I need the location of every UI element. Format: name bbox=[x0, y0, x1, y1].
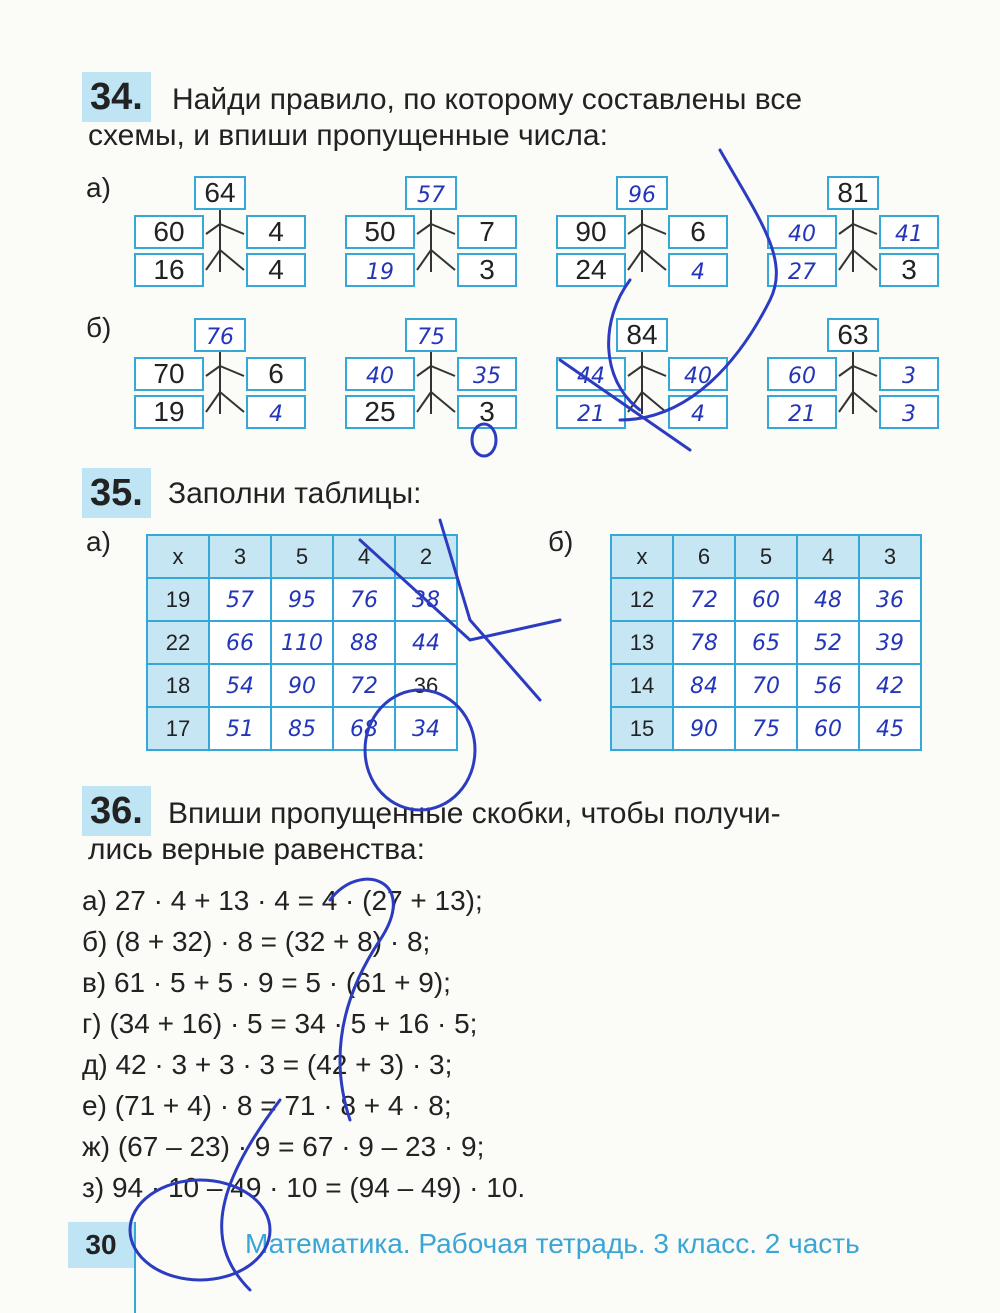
equation-label: в) bbox=[82, 967, 107, 998]
handwritten-number: 27 bbox=[788, 260, 816, 285]
handwritten-number: 75 bbox=[417, 325, 445, 350]
printed-number: 90 bbox=[575, 216, 607, 247]
printed-number: 24 bbox=[575, 254, 607, 285]
task-36-prompt-line2: лись верные равенства: bbox=[88, 833, 425, 866]
printed-number: 12 bbox=[629, 586, 655, 612]
task-34-number: 34. bbox=[82, 72, 151, 122]
handwritten-number: 35 bbox=[473, 364, 501, 389]
header-cell: 3 bbox=[859, 535, 921, 578]
handwritten-number: 76 bbox=[350, 587, 378, 613]
equation-label: г) bbox=[82, 1008, 102, 1039]
task-34-part-b-label: б) bbox=[86, 312, 112, 343]
handwritten-number: 54 bbox=[226, 673, 254, 699]
printed-number: 81 bbox=[837, 177, 869, 208]
equation-label: е) bbox=[82, 1090, 107, 1121]
handwritten-number: 41 bbox=[895, 222, 923, 247]
handwritten-number: 72 bbox=[350, 673, 378, 699]
handwritten-number: 3 bbox=[902, 402, 916, 427]
handwritten-number: 60 bbox=[814, 716, 842, 742]
page-number: 30 bbox=[68, 1222, 134, 1268]
handwritten-number: 4 bbox=[691, 402, 705, 427]
printed-number: 4 bbox=[268, 216, 284, 247]
handwritten-number: 90 bbox=[690, 716, 718, 742]
printed-number: 70 bbox=[153, 358, 185, 389]
handwritten-number: 34 bbox=[412, 716, 440, 742]
handwritten-number: 42 bbox=[876, 673, 904, 699]
handwritten-number: 66 bbox=[226, 630, 254, 656]
scribble-loop-2 bbox=[130, 1180, 270, 1280]
task-34-prompt-line2: схемы, и впиши пропущенные числа: bbox=[88, 119, 608, 152]
task-35-prompt: Заполни таблицы: bbox=[168, 477, 422, 510]
handwritten-number: 48 bbox=[814, 587, 842, 613]
equation-text[interactable]: (8 + 32) · 8 = (32 + 8) · 8; bbox=[115, 926, 431, 957]
handwritten-number: 3 bbox=[902, 364, 916, 389]
handwritten-number: 88 bbox=[350, 630, 378, 656]
handwritten-number: 78 bbox=[690, 630, 718, 656]
printed-number: 3 bbox=[479, 254, 495, 285]
equation-label: ж) bbox=[82, 1131, 111, 1162]
printed-number: 17 bbox=[165, 715, 191, 741]
handwritten-number: 44 bbox=[577, 364, 605, 389]
printed-number: 84 bbox=[626, 319, 658, 350]
printed-number: 18 bbox=[165, 672, 191, 698]
handwritten-number: 21 bbox=[788, 402, 816, 427]
task-36-number: 36. bbox=[82, 786, 151, 836]
equation-text[interactable]: (71 + 4) · 8 = 71 · 8 + 4 · 8; bbox=[114, 1090, 452, 1121]
printed-number: 14 bbox=[629, 672, 655, 698]
handwritten-number: 52 bbox=[814, 630, 842, 656]
printed-number: 15 bbox=[629, 715, 655, 741]
printed-number: 19 bbox=[153, 396, 185, 427]
handwritten-number: 72 bbox=[690, 587, 718, 613]
handwritten-number: 39 bbox=[876, 630, 904, 656]
handwritten-number: 40 bbox=[366, 364, 394, 389]
handwritten-number: 51 bbox=[226, 716, 254, 742]
handwritten-number: 19 bbox=[366, 260, 394, 285]
handwritten-number: 45 bbox=[876, 716, 904, 742]
header-cell: 2 bbox=[395, 535, 457, 578]
handwritten-number: 57 bbox=[417, 183, 445, 208]
printed-number: 22 bbox=[165, 629, 191, 655]
equation-label: а) bbox=[82, 885, 107, 916]
handwritten-number: 95 bbox=[288, 587, 316, 613]
header-cell: 4 bbox=[797, 535, 859, 578]
handwritten-number: 38 bbox=[412, 587, 440, 613]
task-35-number: 35. bbox=[82, 468, 151, 518]
handwritten-number: 70 bbox=[752, 673, 780, 699]
handwritten-number: 40 bbox=[788, 222, 816, 247]
equation-text[interactable]: (34 + 16) · 5 = 34 · 5 + 16 · 5; bbox=[109, 1008, 478, 1039]
handwritten-number: 90 bbox=[288, 673, 316, 699]
handwritten-number: 68 bbox=[350, 716, 378, 742]
scribble-stroke-2 bbox=[609, 280, 640, 410]
equation-text[interactable]: 61 · 5 + 5 · 9 = 5 · (61 + 9); bbox=[113, 967, 451, 998]
handwritten-number: 76 bbox=[206, 325, 234, 350]
equation-text[interactable]: 27 · 4 + 13 · 4 = 4 · (27 + 13); bbox=[114, 885, 483, 916]
handwritten-number: 75 bbox=[752, 716, 780, 742]
scribble-loop-1 bbox=[365, 690, 475, 810]
handwritten-number: 96 bbox=[628, 183, 656, 208]
printed-number: 6 bbox=[690, 216, 706, 247]
printed-number: 63 bbox=[837, 319, 869, 350]
header-cell: 3 bbox=[209, 535, 271, 578]
printed-number: 36 bbox=[413, 672, 439, 698]
handwritten-number: 57 bbox=[226, 587, 254, 613]
handwritten-number: 84 bbox=[690, 673, 718, 699]
handwritten-number: 60 bbox=[752, 587, 780, 613]
printed-number: 25 bbox=[364, 396, 396, 427]
printed-number: 4 bbox=[268, 254, 284, 285]
printed-number: 13 bbox=[629, 629, 655, 655]
header-cell: 5 bbox=[735, 535, 797, 578]
equation-text[interactable]: 94 · 10 – 49 · 10 = (94 – 49) · 10. bbox=[111, 1172, 526, 1203]
equation-label: б) bbox=[82, 926, 108, 957]
book-title: Математика. Рабочая тетрадь. 3 класс. 2 часть bbox=[245, 1228, 860, 1259]
equation-label: д) bbox=[82, 1049, 108, 1080]
handwritten-number: 4 bbox=[691, 260, 705, 285]
equation-text[interactable]: 42 · 3 + 3 · 3 = (42 + 3) · 3; bbox=[115, 1049, 453, 1080]
printed-number: 16 bbox=[153, 254, 185, 285]
scribble-stroke-1 bbox=[620, 150, 776, 420]
printed-number: 3 bbox=[901, 254, 917, 285]
printed-number: 19 bbox=[165, 586, 191, 612]
printed-number: 64 bbox=[204, 177, 236, 208]
handwritten-number: 21 bbox=[577, 402, 605, 427]
handwritten-number: 4 bbox=[269, 402, 283, 427]
printed-number: 60 bbox=[153, 216, 185, 247]
handwritten-number: 36 bbox=[876, 587, 904, 613]
header-cell: 6 bbox=[673, 535, 735, 578]
handwritten-number: 65 bbox=[752, 630, 780, 656]
handwritten-number: 110 bbox=[281, 630, 323, 656]
task-34-part-a-label: а) bbox=[86, 172, 111, 203]
equation-label: з) bbox=[82, 1172, 105, 1203]
handwritten-number: 56 bbox=[814, 673, 842, 699]
printed-number: 7 bbox=[479, 216, 495, 247]
header-cell: 5 bbox=[271, 535, 333, 578]
task-34-prompt-line1: Найди правило, по которому составлены все bbox=[172, 83, 803, 116]
handwritten-number: 44 bbox=[412, 630, 440, 656]
scribble-stroke-6 bbox=[330, 879, 393, 1120]
task-35-part-b-label: б) bbox=[548, 526, 574, 557]
scribble-circle-small bbox=[472, 424, 496, 456]
scribble-stroke-3 bbox=[560, 360, 690, 450]
header-cell: х bbox=[611, 535, 673, 578]
task-36-prompt-line1: Впиши пропущенные скобки, чтобы получи- bbox=[168, 797, 781, 830]
scribble-stroke-4 bbox=[440, 520, 540, 700]
handwritten-number: 60 bbox=[788, 364, 816, 389]
header-cell: 4 bbox=[333, 535, 395, 578]
printed-number: 3 bbox=[479, 396, 495, 427]
printed-number: 6 bbox=[268, 358, 284, 389]
task-35-part-a-label: а) bbox=[86, 526, 111, 557]
header-cell: х bbox=[147, 535, 209, 578]
printed-number: 50 bbox=[364, 216, 396, 247]
handwritten-number: 40 bbox=[684, 364, 712, 389]
equation-text[interactable]: (67 – 23) · 9 = 67 · 9 – 23 · 9; bbox=[117, 1131, 485, 1162]
handwritten-number: 85 bbox=[288, 716, 316, 742]
